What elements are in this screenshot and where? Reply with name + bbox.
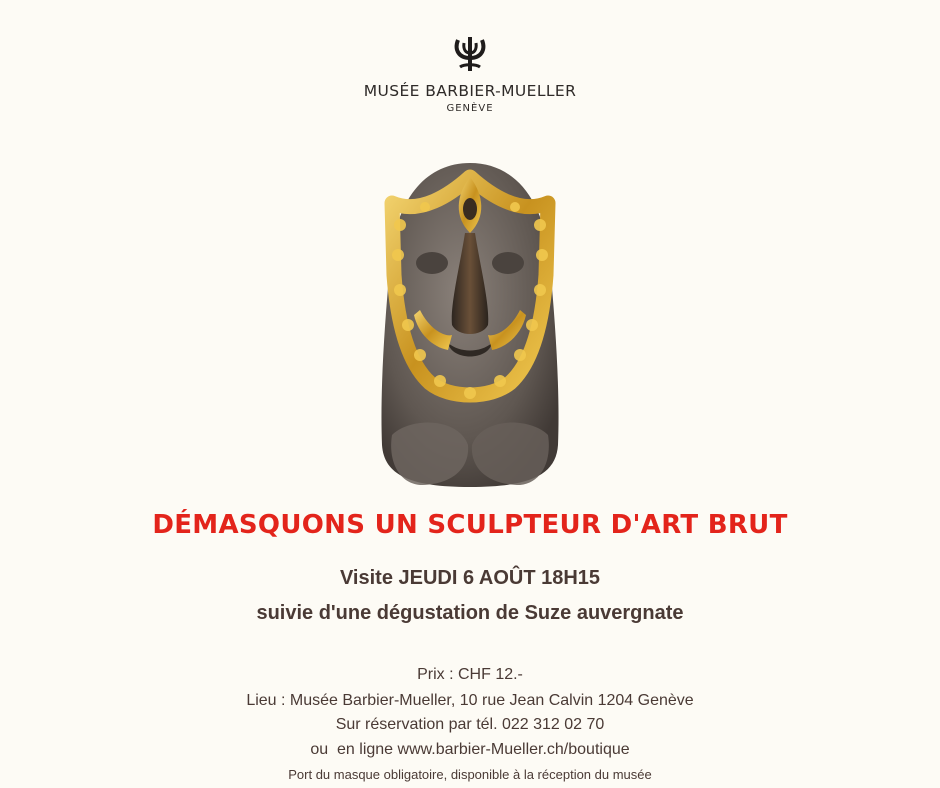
online-booking-text: ou en ligne www.barbier-Mueller.ch/boutique xyxy=(310,741,630,758)
price-text: Prix : CHF 12.- xyxy=(417,666,523,683)
museum-name: MUSÉE BARBIER-MUELLER xyxy=(363,82,577,100)
event-headline: DÉMASQUONS UN SCULPTEUR D'ART BRUT xyxy=(152,510,788,540)
visit-tasting: suivie d'une dégustation de Suze auvergnate xyxy=(256,602,684,624)
booking-text: Sur réservation par tél. 022 312 02 70 xyxy=(335,716,605,733)
location-text: Lieu : Musée Barbier-Mueller, 10 rue Jean Calvin 1204 Genève xyxy=(246,692,694,709)
museum-city: GENÈVE xyxy=(446,103,494,114)
mask-note-text: Port du masque obligatoire, disponible à la réception du musée xyxy=(288,767,652,782)
trident-logo-icon xyxy=(450,34,490,74)
visit-date: Visite JEUDI 6 AOÛT 18H15 xyxy=(339,567,601,589)
sculpture-image xyxy=(370,155,570,490)
museum-logo xyxy=(0,34,940,114)
